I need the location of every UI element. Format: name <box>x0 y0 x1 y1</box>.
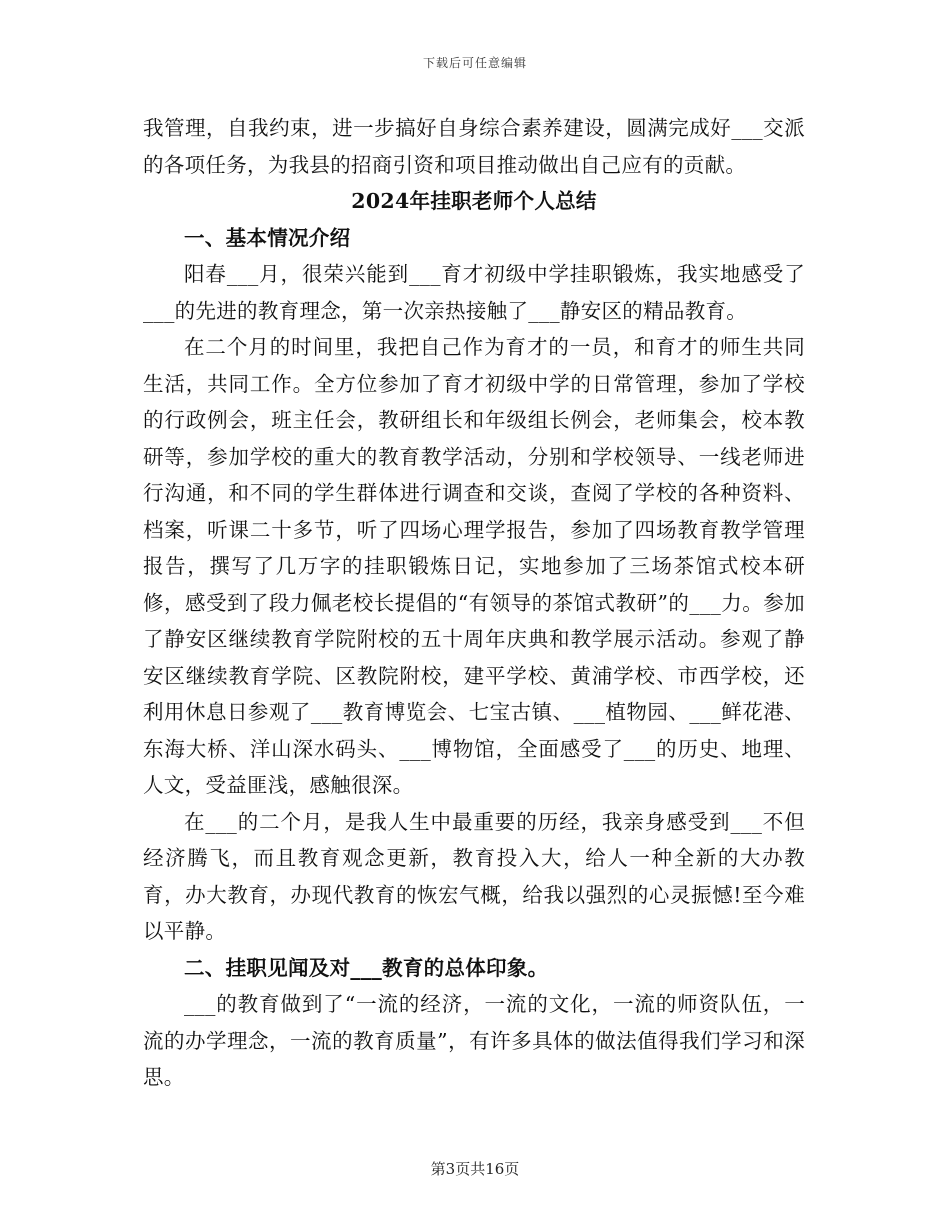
paragraph-4: ___的教育做到了“一流的经济，一流的文化，一流的师资队伍，一流的办学理念，一流的教育质量”，有许多具体的做法值得我们学习和深思。 <box>143 992 805 1089</box>
document-body <box>143 110 805 1096</box>
page-header-note: 下载后可任意编辑 <box>422 56 527 70</box>
section-heading-1: 一、基本情况介绍 <box>184 225 351 250</box>
page-number: 第3页共16页 <box>430 1160 520 1178</box>
paragraph-continuation: 我管理，自我约束，进一步搞好自身综合素养建设，圆满完成好___交派的各项任务，为我县的招商引资和项目推动做出自己应有的贡献。 <box>143 116 805 177</box>
document-title: 2024年挂职老师个人总结 <box>351 189 597 213</box>
paragraph-3: 在___的二个月，是我人生中最重要的历经，我亲身感受到___不但经济腾飞，而且教育观念更新，教育投入大，给人一种全新的大办教育，办大教育，办现代教育的恢宏气概，给我以强烈的心灵振憾!至今难以平静。 <box>143 809 805 943</box>
section-heading-2: 二、挂职见闻及对___教育的总体印象。 <box>184 955 549 980</box>
paragraph-2: 在二个月的时间里，我把自己作为育才的一员，和育才的师生共同生活，共同工作。全方位参加了育才初级中学的日常管理，参加了学校的行政例会，班主任会，教研组长和年级组长例会，老师集会，校本教研等，参加学校的重大的教育教学活动，分别和学校领导、一线老师进行沟通，和不同的学生群体进行调查和交谈，查阅了学校的各种资料、档案，听课二十多节，听了四场心理学报告，参加了四场教育教学管理报告，撰写了几万字的挂职锻炼日记，实地参加了三场茶馆式校本研修，感受到了段力佩老校长提倡的“有领导的茶馆式教研”的___力。参加了静安区继续教育学院附校的五十周年庆典和教学展示活动。参观了静安区继续教育学院、区教院附校，建平学校、黄浦学校、市西学校，还利用休息日参观了___教育博览会、七宝古镇、___植物园、___鲜花港、东海大桥、洋山深水码头、___博物馆，全面感受了___的历史、地理、人文，受益匪浅，感触很深。 <box>143 335 805 797</box>
paragraph-1: 阳春___月，很荣兴能到___育才初级中学挂职锻炼，我实地感受了___的先进的教育理念，第一次亲热接触了___静安区的精品教育。 <box>143 262 805 323</box>
